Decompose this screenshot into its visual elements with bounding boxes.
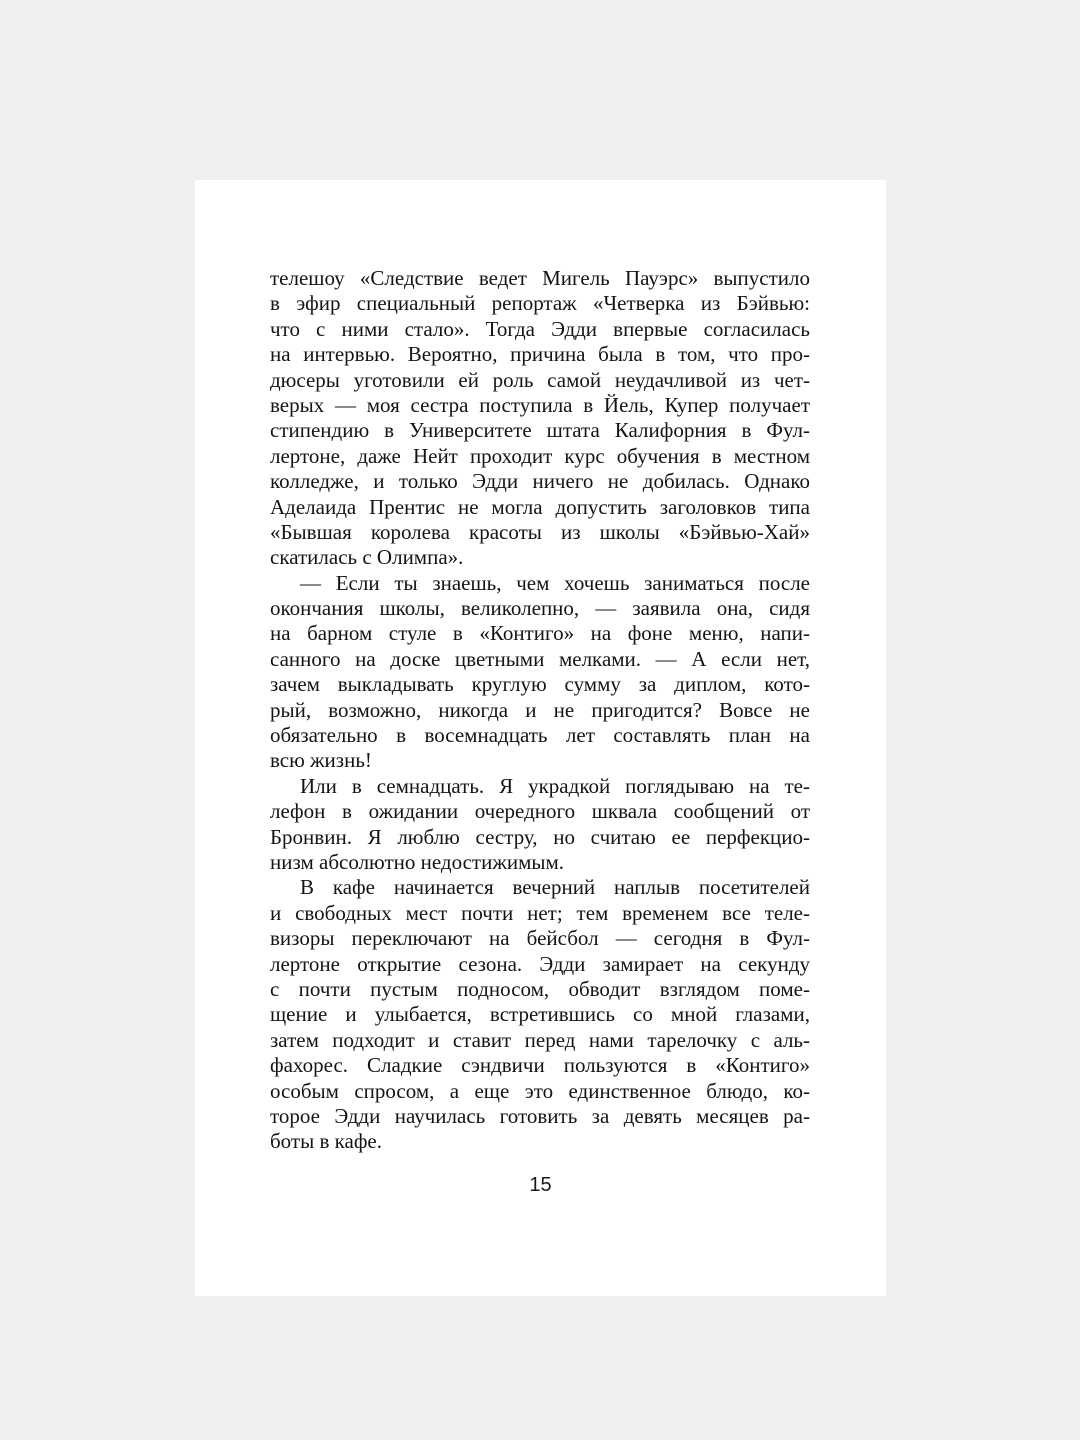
text-line: особым спросом, а еще это единственное блюдо, ко- bbox=[270, 1078, 810, 1103]
text-line: затем подходит и ставит перед нами тарелочку с аль- bbox=[270, 1027, 810, 1052]
text-line: Или в семнадцать. Я украдкой поглядываю на те- bbox=[300, 773, 810, 798]
text-line: верых — моя сестра поступила в Йель, Купер получает bbox=[270, 392, 810, 417]
text-line: что с ними стало». Тогда Эдди впервые согласилась bbox=[270, 316, 810, 341]
text-line: — Если ты знаешь, чем хочешь заниматься после bbox=[300, 570, 810, 595]
text-line: с почти пустым подносом, обводит взглядом поме- bbox=[270, 976, 810, 1001]
text-line: зачем выкладывать круглую сумму за диплом, кото- bbox=[270, 672, 810, 697]
text-line: В кафе начинается вечерний наплыв посетителей bbox=[300, 875, 810, 900]
text-line: лертоне, даже Нейт проходит курс обучения в местном bbox=[270, 443, 810, 468]
text-line: лертоне открытие сезона. Эдди замирает на секунду bbox=[270, 951, 810, 976]
text-line: низм абсолютно недостижимым. bbox=[270, 849, 565, 874]
text-line: боты в кафе. bbox=[270, 1129, 382, 1154]
text-line: обязательно в восемнадцать лет составлять план на bbox=[270, 723, 810, 748]
text-line: фахорес. Сладкие сэндвичи пользуются в «Контиго» bbox=[270, 1053, 810, 1078]
book-page bbox=[195, 180, 886, 1296]
body-text bbox=[270, 266, 810, 1155]
text-line: и свободных мест почти нет; тем временем все теле- bbox=[270, 900, 810, 925]
text-line: рый, возможно, никогда и не пригодится? Вовсе не bbox=[270, 697, 810, 722]
text-line: окончания школы, великолепно, — заявила она, сидя bbox=[270, 596, 810, 621]
text-line: стипендию в Университете штата Калифорния в Фул- bbox=[270, 418, 810, 443]
page-number: 15 bbox=[529, 1174, 552, 1196]
text-line: визоры переключают на бейсбол — сегодня в Фул- bbox=[270, 926, 810, 951]
text-line: санного на доске цветными мелками. — А если нет, bbox=[270, 646, 810, 671]
text-line: торое Эдди научилась готовить за девять месяцев ра- bbox=[270, 1103, 810, 1128]
text-line: скатилась с Олимпа». bbox=[270, 545, 464, 570]
text-line: на интервью. Вероятно, причина была в том, что про- bbox=[270, 342, 810, 367]
text-line: всю жизнь! bbox=[270, 748, 372, 773]
text-line: на барном стуле в «Контиго» на фоне меню, напи- bbox=[270, 621, 810, 646]
text-line: лефон в ожидании очередного шквала сообщений от bbox=[270, 799, 810, 824]
text-line: телешоу «Следствие ведет Мигель Пауэрс» выпустило bbox=[270, 266, 810, 290]
text-line: колледже, и только Эдди ничего не добилась. Однако bbox=[270, 469, 810, 494]
text-line: Бронвин. Я люблю сестру, но считаю ее перфекцио- bbox=[270, 824, 810, 849]
text-line: «Бывшая королева красоты из школы «Бэйвью-Хай» bbox=[270, 519, 810, 544]
text-line: в эфир специальный репортаж «Четверка из Бэйвью: bbox=[270, 291, 810, 316]
text-line: Аделаида Прентис не могла допустить заголовков типа bbox=[270, 494, 810, 519]
text-line: щение и улыбается, встретившись со мной глазами, bbox=[270, 1002, 810, 1027]
text-line: дюсеры уготовили ей роль самой неудачливой из чет- bbox=[270, 367, 810, 392]
